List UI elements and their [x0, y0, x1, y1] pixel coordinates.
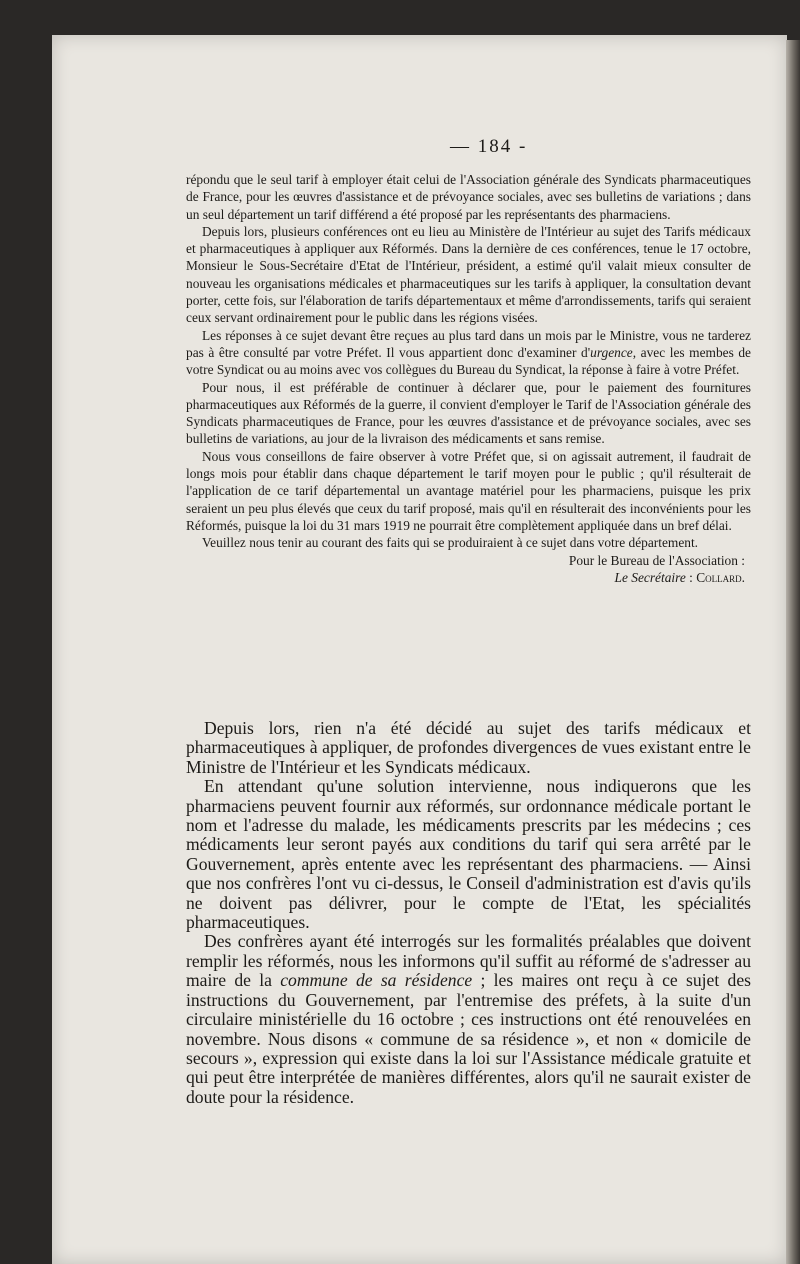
letter-paragraph-5: Nous vous conseillons de faire observer à votre Préfet que, si on agissait autrement, il faudrait de longs mois pour établir dans chaque département le tarif moyen pour le public ; qu'il résulterait de l'application de ce tarif départemental un avantage matériel pour les pharmaciens, puisque les prix seraient un peu plus élevés que ceux du tarif proposé, mais qu'il en résulterait des inconvénients pour les Réformés, puisque la loi du 31 mars 1919 ne pourrait être complètement appliquée dans un bref délai.	[186, 448, 751, 533]
signature-line-1: Pour le Bureau de l'Association :	[568, 552, 745, 568]
book-spine-shadow	[786, 40, 800, 1264]
body-emphasis-commune: commune de sa résidence	[280, 970, 473, 991]
letter-paragraph-2: Depuis lors, plusieurs conférences ont eu lieu au Ministère de l'Intérieur au sujet des Tarifs médicaux et pharmaceutiques à appliquer aux Réformés. Dans la dernière de ces conférences, tenue le 17 octobre, Monsieur le Sous-Secrétaire d'Etat de l'Intérieur, président, a estimé qu'il valait mieux consulter de nouveau les organisations médicales et pharmaceutiques sur les tarifs à appliquer, la consultation devant porter, cette fois, sur l'élaboration de tarifs départementaux et même d'arrondissements, tarifs qui seraient ceux servant ordinairement pour le public dans les régions visées.	[186, 223, 751, 326]
body-paragraph-2: En attendant qu'une solution intervienne, nous indiquerons que les pharmaciens peuvent fournir aux réformés, sur ordonnance médicale portant le nom et l'adresse du malade, les médicaments prescrits par les médecins ; ces médicaments leur seront payés aux conditions du tarif qui sera arrêté par le Gouvernement, après entente avec les représentant des pharmaciens. — Ainsi que nos confrères l'ont vu ci-dessus, le Conseil d'administration est d'avis qu'ils ne doivent pas délivrer, pour le compte de l'Etat, les spécialités pharmaceutiques.	[186, 776, 751, 933]
letter-paragraph-3-part-1: Les réponses à ce sujet devant être reçues au plus tard dans un mois par le Ministre, vous ne tarderez pas à être consulté par votre Préfet. Il vous appartient donc d'examiner d'	[186, 327, 751, 360]
letter-paragraph-4: Pour nous, il est préférable de continuer à déclarer que, pour le paiement des fournitures pharmaceutiques aux Réformés de la guerre, il convient d'employer le Tarif de l'Association générale des Syndicats pharmaceutiques de France, pour les œuvres d'assistance et de prévoyance sociales, avec ses bulletins de variations, au jour de la livraison des médicaments et sans remise.	[186, 379, 751, 447]
signature-role: Le Secrétaire	[614, 569, 686, 585]
body-paragraph-3-part-2: ; les maires ont reçu à ce sujet des instructions du Gouvernement, par l'entremise des préfets, à la suite d'un circulaire ministérielle du 16 octobre ; ces instructions ont été renouvelées en novembre. Nous disons « commune de sa résidence », et non « domicile de secours », expression qui existe dans la loi sur l'Assistance médicale gratuite et qui peut être interprétée de manières différentes, alors qu'il ne saurait exister de doute pour la résidence.	[186, 970, 751, 1107]
letter-signature	[186, 552, 751, 587]
letter-paragraph-6: Veuillez nous tenir au courant des faits qui se produiraient à ce sujet dans votre département.	[202, 535, 699, 551]
letter-paragraph-3	[186, 327, 751, 379]
body-paragraph-1: Depuis lors, rien n'a été décidé au sujet des tarifs médicaux et pharmaceutiques à appliquer, de profondes divergences de vues existant entre le Ministre de l'Intérieur et les Syndicats médicaux.	[186, 718, 751, 777]
quoted-letter	[186, 171, 751, 586]
page-number: — 184 -	[450, 136, 528, 157]
signature-separator: :	[685, 569, 697, 585]
main-text	[186, 719, 751, 1107]
letter-paragraph-1: répondu que le seul tarif à employer était celui de l'Association générale des Syndicats pharmaceutiques de France, pour les œuvres d'assistance et de prévoyance sociales, avec ses bulletins de variations ; dans un seul département un tarif différend a été proposé par les représentants des pharmaciens.	[186, 172, 751, 222]
signature-name: Collard.	[696, 569, 745, 585]
letter-emphasis-urgence: urgence	[590, 344, 633, 360]
letter-paragraph-3-part-2: , avec les membes de votre Syndicat ou au moins avec vos collègues du Bureau du Syndicat, la réponse à faire à votre Préfet.	[186, 344, 751, 378]
signature-line-2	[186, 569, 745, 586]
body-paragraph-3-part-1: Des confrères ayant été interrogés sur les formalités préalables que doivent remplir les réformés, nous les informons qu'il suffit au réformé de s'adresser au maire de la	[186, 931, 751, 991]
body-paragraph-3	[186, 932, 751, 1107]
